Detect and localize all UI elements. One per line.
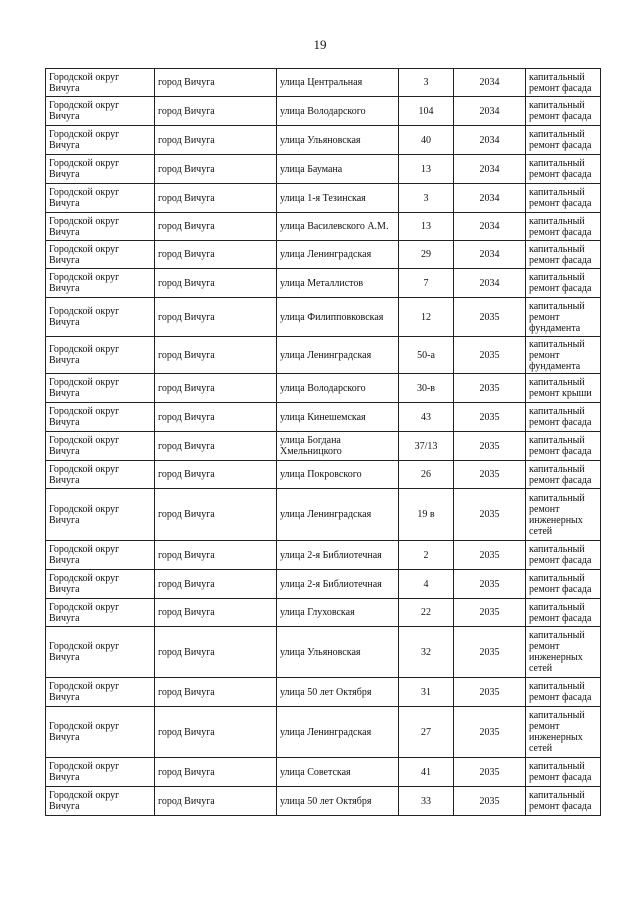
table-row (46, 69, 601, 97)
cell-district: Городской округ Вичуга (46, 97, 155, 126)
cell-work-type: капитальный ремонт фасада (526, 126, 601, 155)
cell-house-number: 104 (399, 97, 454, 126)
cell-house-number: 32 (399, 627, 454, 678)
cell-street: улица Покровского (277, 461, 399, 489)
table-row (46, 707, 601, 758)
cell-house-number: 40 (399, 126, 454, 155)
cell-street: улица Центральная (277, 69, 399, 97)
cell-work-type: капитальный ремонт фасада (526, 269, 601, 298)
cell-town: город Вичуга (155, 269, 277, 298)
cell-year: 2035 (454, 403, 526, 432)
cell-work-type: капитальный ремонт фасада (526, 241, 601, 269)
table-row (46, 213, 601, 241)
cell-work-type: капитальный ремонт фундамента (526, 298, 601, 337)
cell-street: улица Володарского (277, 97, 399, 126)
cell-district: Городской округ Вичуга (46, 627, 155, 678)
table-row (46, 155, 601, 184)
cell-work-type: капитальный ремонт фасада (526, 787, 601, 816)
cell-district: Городской округ Вичуга (46, 69, 155, 97)
cell-house-number: 13 (399, 155, 454, 184)
cell-work-type: капитальный ремонт фасада (526, 403, 601, 432)
cell-district: Городской округ Вичуга (46, 241, 155, 269)
cell-house-number: 43 (399, 403, 454, 432)
cell-work-type: капитальный ремонт фасада (526, 678, 601, 707)
cell-house-number: 22 (399, 599, 454, 627)
cell-district: Городской округ Вичуга (46, 403, 155, 432)
cell-year: 2035 (454, 787, 526, 816)
cell-town: город Вичуга (155, 126, 277, 155)
repair-schedule-table (45, 68, 601, 816)
cell-house-number: 26 (399, 461, 454, 489)
cell-street: улица Баумана (277, 155, 399, 184)
table-row (46, 269, 601, 298)
cell-year: 2035 (454, 432, 526, 461)
table-row (46, 489, 601, 541)
cell-year: 2035 (454, 541, 526, 570)
cell-street: улица Ленинградская (277, 337, 399, 374)
table-row (46, 678, 601, 707)
cell-house-number: 19 в (399, 489, 454, 541)
table-row (46, 241, 601, 269)
cell-district: Городской округ Вичуга (46, 461, 155, 489)
cell-street: улица Володарского (277, 374, 399, 403)
table-row (46, 570, 601, 599)
cell-street: улица Ленинградская (277, 707, 399, 758)
cell-district: Городской округ Вичуга (46, 541, 155, 570)
cell-year: 2035 (454, 337, 526, 374)
cell-town: город Вичуга (155, 241, 277, 269)
cell-house-number: 12 (399, 298, 454, 337)
cell-house-number: 4 (399, 570, 454, 599)
cell-house-number: 13 (399, 213, 454, 241)
cell-street: улица Филипповковская (277, 298, 399, 337)
cell-house-number: 31 (399, 678, 454, 707)
cell-work-type: капитальный ремонт инженерных сетей (526, 707, 601, 758)
cell-work-type: капитальный ремонт фасада (526, 432, 601, 461)
cell-town: город Вичуга (155, 787, 277, 816)
cell-work-type: капитальный ремонт фундамента (526, 337, 601, 374)
table-row (46, 374, 601, 403)
cell-house-number: 3 (399, 184, 454, 213)
cell-town: город Вичуга (155, 461, 277, 489)
cell-house-number: 50-а (399, 337, 454, 374)
cell-work-type: капитальный ремонт фасада (526, 599, 601, 627)
cell-district: Городской округ Вичуга (46, 599, 155, 627)
table-row (46, 298, 601, 337)
cell-year: 2035 (454, 707, 526, 758)
cell-house-number: 3 (399, 69, 454, 97)
cell-year: 2034 (454, 69, 526, 97)
cell-work-type: капитальный ремонт фасада (526, 570, 601, 599)
cell-house-number: 29 (399, 241, 454, 269)
cell-year: 2035 (454, 570, 526, 599)
table-row (46, 337, 601, 374)
table-row (46, 627, 601, 678)
cell-work-type: капитальный ремонт фасада (526, 155, 601, 184)
cell-work-type: капитальный ремонт фасада (526, 184, 601, 213)
cell-street: улица 50 лет Октября (277, 678, 399, 707)
table-row (46, 461, 601, 489)
cell-house-number: 37/13 (399, 432, 454, 461)
cell-year: 2034 (454, 213, 526, 241)
cell-year: 2034 (454, 97, 526, 126)
cell-town: город Вичуга (155, 541, 277, 570)
table-row (46, 126, 601, 155)
cell-town: город Вичуга (155, 69, 277, 97)
cell-town: город Вичуга (155, 678, 277, 707)
cell-district: Городской округ Вичуга (46, 155, 155, 184)
table-body (46, 69, 601, 816)
cell-house-number: 2 (399, 541, 454, 570)
cell-district: Городской округ Вичуга (46, 298, 155, 337)
cell-district: Городской округ Вичуга (46, 126, 155, 155)
table-row (46, 541, 601, 570)
cell-street: улица Ленинградская (277, 241, 399, 269)
cell-street: улица 50 лет Октября (277, 787, 399, 816)
cell-district: Городской округ Вичуга (46, 432, 155, 461)
cell-year: 2035 (454, 298, 526, 337)
cell-district: Городской округ Вичуга (46, 707, 155, 758)
cell-work-type: капитальный ремонт фасада (526, 541, 601, 570)
cell-street: улица 1-я Тезинская (277, 184, 399, 213)
cell-district: Городской округ Вичуга (46, 758, 155, 787)
cell-work-type: капитальный ремонт фасада (526, 69, 601, 97)
cell-street: улица 2-я Библиотечная (277, 541, 399, 570)
cell-district: Городской округ Вичуга (46, 489, 155, 541)
page-number: 19 (313, 37, 327, 52)
cell-street: улица 2-я Библиотечная (277, 570, 399, 599)
cell-work-type: капитальный ремонт крыши (526, 374, 601, 403)
cell-work-type: капитальный ремонт фасада (526, 213, 601, 241)
cell-street: улица Василевского А.М. (277, 213, 399, 241)
cell-town: город Вичуга (155, 213, 277, 241)
cell-street: улица Ульяновская (277, 126, 399, 155)
table-row (46, 184, 601, 213)
cell-town: город Вичуга (155, 403, 277, 432)
cell-year: 2035 (454, 758, 526, 787)
cell-work-type: капитальный ремонт фасада (526, 758, 601, 787)
cell-town: город Вичуга (155, 599, 277, 627)
cell-district: Городской округ Вичуга (46, 374, 155, 403)
cell-town: город Вичуга (155, 570, 277, 599)
cell-street: улица Глуховская (277, 599, 399, 627)
cell-house-number: 7 (399, 269, 454, 298)
cell-house-number: 41 (399, 758, 454, 787)
cell-year: 2034 (454, 241, 526, 269)
cell-year: 2035 (454, 599, 526, 627)
table-row (46, 758, 601, 787)
cell-year: 2034 (454, 184, 526, 213)
cell-town: город Вичуга (155, 627, 277, 678)
cell-district: Городской округ Вичуга (46, 678, 155, 707)
cell-house-number: 33 (399, 787, 454, 816)
table-row (46, 403, 601, 432)
cell-house-number: 30-в (399, 374, 454, 403)
cell-street: улица Ленинградская (277, 489, 399, 541)
cell-work-type: капитальный ремонт фасада (526, 97, 601, 126)
cell-year: 2034 (454, 155, 526, 184)
cell-district: Городской округ Вичуга (46, 213, 155, 241)
cell-work-type: капитальный ремонт фасада (526, 461, 601, 489)
cell-year: 2035 (454, 489, 526, 541)
cell-town: город Вичуга (155, 97, 277, 126)
cell-year: 2034 (454, 126, 526, 155)
cell-town: город Вичуга (155, 184, 277, 213)
cell-house-number: 27 (399, 707, 454, 758)
cell-street: улица Металлистов (277, 269, 399, 298)
cell-district: Городской округ Вичуга (46, 787, 155, 816)
cell-district: Городской округ Вичуга (46, 269, 155, 298)
cell-district: Городской округ Вичуга (46, 337, 155, 374)
cell-town: город Вичуга (155, 155, 277, 184)
cell-street: улица Богдана Хмельницкого (277, 432, 399, 461)
cell-town: город Вичуга (155, 298, 277, 337)
table-row (46, 97, 601, 126)
cell-district: Городской округ Вичуга (46, 570, 155, 599)
cell-year: 2035 (454, 627, 526, 678)
cell-work-type: капитальный ремонт инженерных сетей (526, 627, 601, 678)
cell-town: город Вичуга (155, 489, 277, 541)
cell-year: 2035 (454, 461, 526, 489)
cell-work-type: капитальный ремонт инженерных сетей (526, 489, 601, 541)
cell-town: город Вичуга (155, 432, 277, 461)
cell-town: город Вичуга (155, 707, 277, 758)
cell-street: улица Ульяновская (277, 627, 399, 678)
cell-year: 2034 (454, 269, 526, 298)
cell-street: улица Кинешемская (277, 403, 399, 432)
cell-town: город Вичуга (155, 374, 277, 403)
cell-district: Городской округ Вичуга (46, 184, 155, 213)
table-row (46, 599, 601, 627)
table-row (46, 432, 601, 461)
table-row (46, 787, 601, 816)
cell-town: город Вичуга (155, 758, 277, 787)
cell-town: город Вичуга (155, 337, 277, 374)
cell-street: улица Советская (277, 758, 399, 787)
cell-year: 2035 (454, 374, 526, 403)
cell-year: 2035 (454, 678, 526, 707)
